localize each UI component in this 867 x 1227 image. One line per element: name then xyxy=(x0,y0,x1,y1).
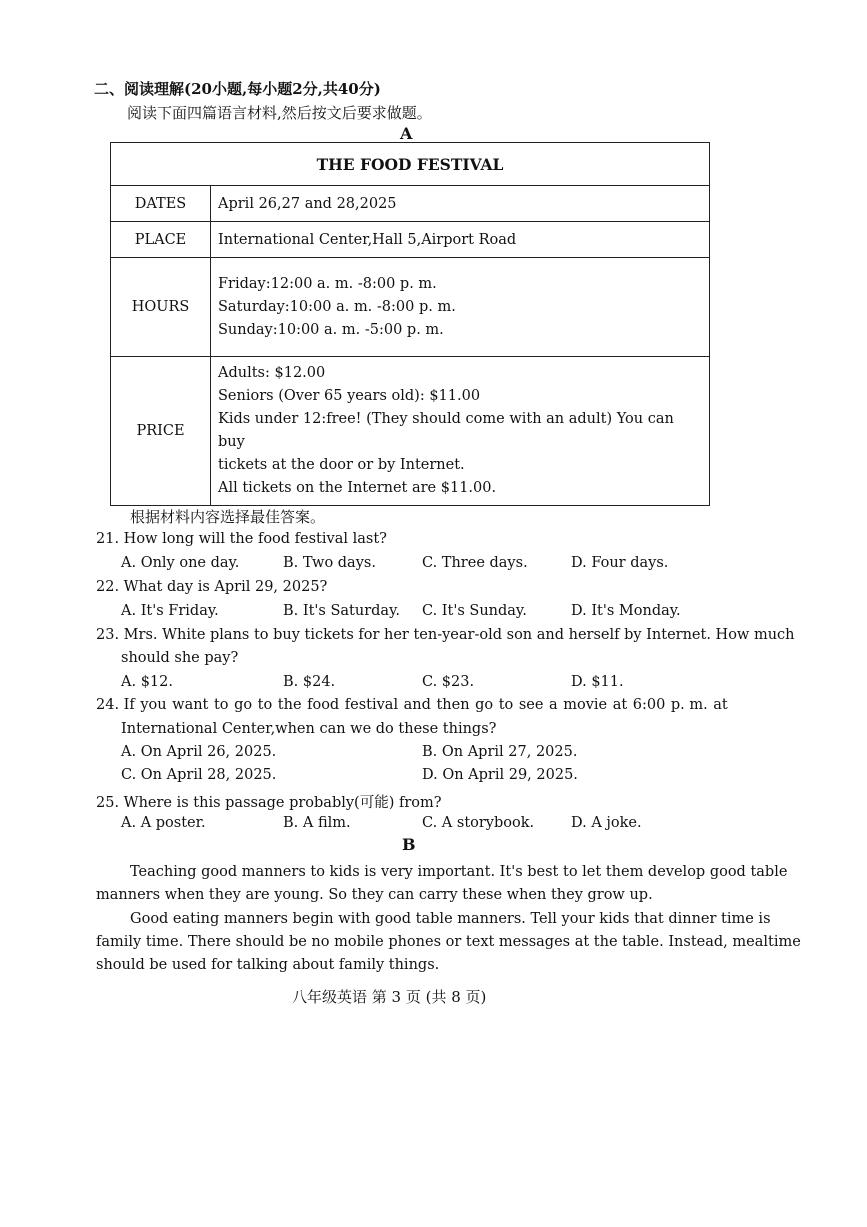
food-festival-table xyxy=(110,142,710,506)
q24-option-b: B. On April 27, 2025. xyxy=(422,744,578,760)
q24-word: movie xyxy=(563,697,608,713)
passage-b-paragraph-1 xyxy=(96,861,788,907)
q24-word: you xyxy=(140,697,167,713)
q24-word: 24. If xyxy=(96,697,135,713)
section-title: 二、阅读理解(20小题,每小题2分,共40分) xyxy=(94,80,381,98)
q25-option-d: D. A joke. xyxy=(571,815,642,831)
paragraph-line: Teaching good manners to kids is very important. It's best to let them develop good table xyxy=(130,864,788,880)
table-row xyxy=(111,357,710,506)
q25-option-b: B. A film. xyxy=(283,815,351,831)
q24-option-a: A. On April 26, 2025. xyxy=(121,744,277,760)
q24-word: at xyxy=(713,697,728,713)
page-footer: 八年级英语 第 3 页 (共 8 页) xyxy=(292,988,487,1006)
q23-option-d: D. $11. xyxy=(571,674,624,690)
q25-option-a: A. A poster. xyxy=(121,815,206,831)
question-23-cont: should she pay? xyxy=(121,650,239,666)
q24-word: a xyxy=(549,697,558,713)
paragraph-line: should be used for talking about family things. xyxy=(96,957,440,973)
price-adults: Adults: $12.00 xyxy=(218,365,326,381)
place-value: International Center,Hall 5,Airport Road xyxy=(211,222,710,258)
price-internet: All tickets on the Internet are $11.00. xyxy=(218,480,497,496)
q24-word: the xyxy=(277,697,302,713)
q24-word: p. m. xyxy=(670,697,708,713)
q22-option-d: D. It's Monday. xyxy=(571,603,681,619)
q22-option-a: A. It's Friday. xyxy=(121,603,219,619)
q23-option-b: B. $24. xyxy=(283,674,336,690)
table-title: THE FOOD FESTIVAL xyxy=(111,143,710,186)
q24-word: at xyxy=(612,697,628,713)
q25-option-c: C. A storybook. xyxy=(422,815,535,831)
q24-option-d: D. On April 29, 2025. xyxy=(422,767,578,783)
price-kids-cont: tickets at the door or by Internet. xyxy=(218,457,465,473)
q24-word: and xyxy=(403,697,431,713)
dates-value: April 26,27 and 28,2025 xyxy=(211,186,710,222)
q24-word: to xyxy=(498,697,514,713)
q21-option-b: B. Two days. xyxy=(283,555,376,571)
price-value xyxy=(211,357,710,506)
q24-word: go xyxy=(234,697,253,713)
q24-word: to xyxy=(213,697,229,713)
hours-value xyxy=(211,258,710,357)
q22-option-b: B. It's Saturday. xyxy=(283,603,400,619)
q24-word: then xyxy=(436,697,470,713)
question-instruction: 根据材料内容选择最佳答案。 xyxy=(130,508,326,526)
question-22: 22. What day is April 29, 2025? xyxy=(96,579,328,595)
question-23: 23. Mrs. White plans to buy tickets for her ten-year-old son and herself by Internet. How much xyxy=(96,627,795,643)
q23-option-c: C. $23. xyxy=(422,674,475,690)
question-24 xyxy=(96,697,728,713)
q21-option-d: D. Four days. xyxy=(571,555,669,571)
hours-key: HOURS xyxy=(111,258,211,357)
hours-sunday: Sunday:10:00 a. m. -5:00 p. m. xyxy=(218,321,444,338)
q24-option-c: C. On April 28, 2025. xyxy=(121,767,277,783)
q22-option-c: C. It's Sunday. xyxy=(422,603,527,619)
passage-a-label: A xyxy=(400,124,413,143)
hours-friday: Friday:12:00 a. m. -8:00 p. m. xyxy=(218,275,437,292)
price-kids-text: Kids under 12:free! (They should come with an adult) You can buy xyxy=(218,411,674,450)
table-row xyxy=(111,258,710,357)
paragraph-line: manners when they are young. So they can carry these when they grow up. xyxy=(96,887,653,903)
q24-word: 6:00 xyxy=(632,697,666,713)
price-key: PRICE xyxy=(111,357,211,506)
dates-key: DATES xyxy=(111,186,211,222)
q24-word: to xyxy=(257,697,273,713)
q23-option-a: A. $12. xyxy=(121,674,173,690)
place-key: PLACE xyxy=(111,222,211,258)
q24-word: food xyxy=(307,697,340,713)
q24-word: go xyxy=(475,697,494,713)
q21-option-a: A. Only one day. xyxy=(121,555,240,571)
q24-word: festival xyxy=(344,697,399,713)
table-row xyxy=(111,222,710,258)
table-row xyxy=(111,186,710,222)
q21-option-c: C. Three days. xyxy=(422,555,528,571)
question-21: 21. How long will the food festival last? xyxy=(96,531,387,547)
q24-word: see xyxy=(518,697,544,713)
paragraph-line: family time. There should be no mobile phones or text messages at the table. Instead, mealtime xyxy=(96,934,801,950)
price-kids xyxy=(218,408,708,454)
passage-b-paragraph-2 xyxy=(96,908,801,977)
question-24-cont: International Center,when can we do these things? xyxy=(121,721,497,737)
section-instruction: 阅读下面四篇语言材料,然后按文后要求做题。 xyxy=(127,104,432,122)
passage-b-label: B xyxy=(402,835,416,854)
price-seniors: Seniors (Over 65 years old): $11.00 xyxy=(218,388,481,404)
question-25: 25. Where is this passage probably(可能) from? xyxy=(96,795,442,811)
paragraph-line: Good eating manners begin with good table manners. Tell your kids that dinner time is xyxy=(130,911,771,927)
q24-word: want xyxy=(172,697,209,713)
hours-saturday: Saturday:10:00 a. m. -8:00 p. m. xyxy=(218,298,456,315)
